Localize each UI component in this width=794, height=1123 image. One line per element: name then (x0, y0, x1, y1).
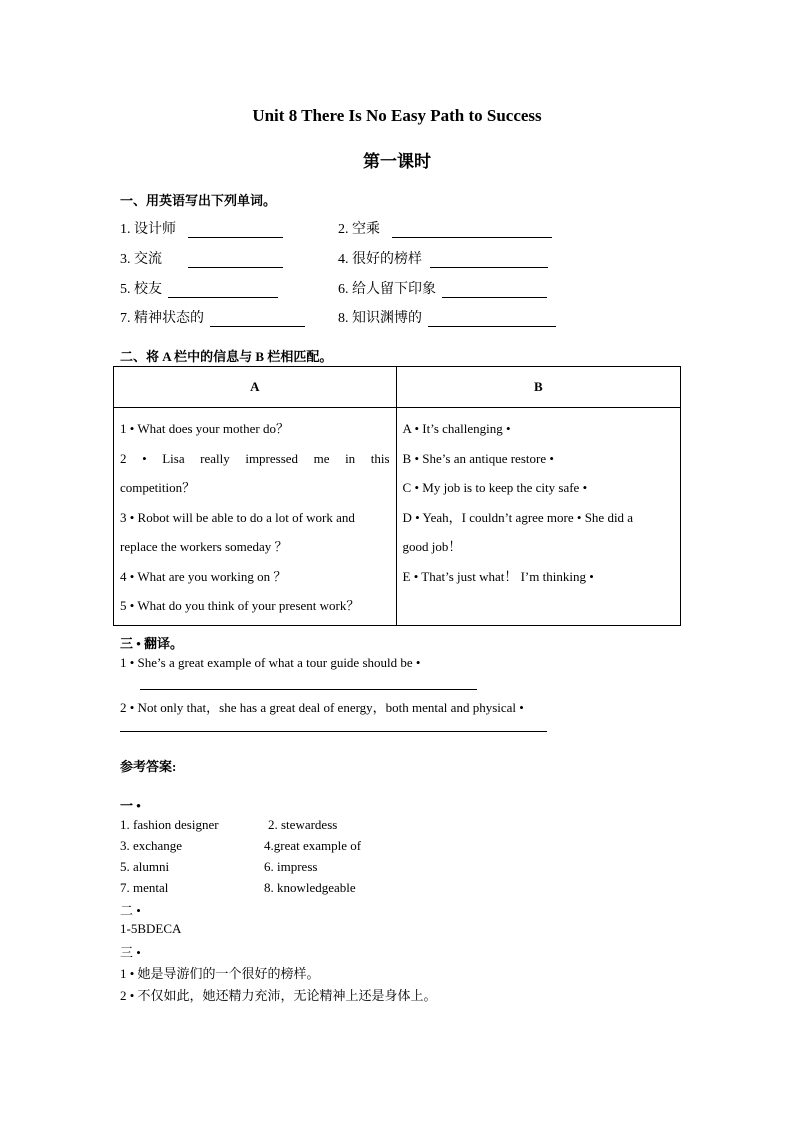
answer-translation-2: 2 • 不仅如此，她还精力充沛，无论精神上还是身体上。 (120, 988, 437, 1003)
translation-item-2: 2 • Not only that，she has a great deal of energy，both mental and physical • (120, 700, 524, 715)
column-a-line: 5 • What do you think of your present work？ (120, 598, 360, 613)
translation-answer-line-1[interactable] (140, 689, 477, 690)
answer-item: 8. knowledgeable (264, 880, 356, 895)
answers-part2-label: 二 • (120, 903, 141, 918)
answer-item: 6. impress (264, 859, 318, 874)
matching-table (113, 366, 681, 626)
answers-part2: 1-5BDECA (120, 921, 182, 936)
table-header-row (114, 367, 681, 408)
page-subtitle: 第一课时 (363, 152, 431, 171)
vocab-label: 2. 空乘 (338, 222, 380, 237)
section3-heading: 三 • 翻译。 (120, 636, 184, 651)
answer-blank[interactable] (428, 312, 556, 327)
column-a-line: 1 • What does your mother do？ (120, 421, 289, 436)
column-a-line: 4 • What are you working on ？ (120, 568, 287, 584)
table-row (114, 408, 681, 626)
translation-item-1: 1 • She’s a great example of what a tour guide should be • (120, 655, 421, 670)
answer-item: 4.great example of (264, 838, 362, 853)
vocab-label: 7. 精神状态的 (120, 311, 204, 326)
column-a-line: 3 • Robot will be able to do a lot of work and (120, 509, 355, 525)
answer-blank[interactable] (210, 312, 305, 327)
page-title: Unit 8 There Is No Easy Path to Success (252, 106, 542, 125)
vocab-item-8 (338, 307, 556, 327)
answer-blank[interactable] (442, 283, 547, 298)
translation-answer-line-2[interactable] (120, 731, 547, 732)
column-a-line: competition？ (120, 480, 196, 495)
column-a-line: 2 • Lisa really impressed me in this (120, 450, 390, 466)
column-b-line: C • My job is to keep the city safe • (402, 480, 588, 495)
column-b-line: good job！ (402, 539, 462, 554)
answers-heading: 参考答案: (120, 759, 177, 774)
answer-blank[interactable] (430, 253, 548, 268)
column-a-line: replace the workers someday ？ (120, 539, 288, 554)
vocab-label: 5. 校友 (120, 282, 162, 297)
answer-item: 2. stewardess (268, 817, 338, 832)
vocab-item-4 (338, 248, 548, 268)
vocab-label: 4. 很好的榜样 (338, 252, 422, 267)
answer-item: 1. fashion designer (120, 817, 219, 832)
vocab-item-3 (120, 248, 283, 268)
column-b-cell (396, 408, 680, 626)
answers-part1-label: 一 • (120, 798, 141, 813)
answer-blank[interactable] (188, 223, 283, 238)
vocab-item-1 (120, 218, 283, 238)
answer-translation-1: 1 • 她是导游们的一个很好的榜样。 (120, 966, 320, 981)
vocab-item-2 (338, 218, 552, 238)
vocab-label: 8. 知识渊博的 (338, 311, 422, 326)
vocab-item-6 (338, 278, 547, 298)
answer-item: 5. alumni (120, 859, 170, 874)
column-b-line: A • It’s challenging • (402, 421, 511, 436)
answers-part3-label: 三 • (120, 945, 141, 960)
column-a-cell (114, 408, 397, 626)
column-b-line: E • That’s just what！ I’m thinking • (402, 568, 594, 584)
column-a-header: A (114, 367, 397, 408)
answer-item: 3. exchange (120, 838, 183, 853)
vocab-label: 3. 交流 (120, 252, 162, 267)
section2-heading: 二、将 A 栏中的信息与 B 栏相匹配。 (120, 349, 333, 364)
section1-heading: 一、用英语写出下列单词。 (120, 193, 277, 208)
answer-item: 7. mental (120, 880, 169, 895)
column-b-line: D • Yeah，I couldn’t agree more • She did a (402, 509, 634, 525)
vocab-item-5 (120, 278, 278, 298)
vocab-label: 1. 设计师 (120, 222, 176, 237)
answer-blank[interactable] (168, 283, 278, 298)
answer-blank[interactable] (188, 253, 283, 268)
vocab-label: 6. 给人留下印象 (338, 282, 436, 297)
answer-blank[interactable] (392, 223, 552, 238)
column-b-line: B • She’s an antique restore • (402, 450, 554, 466)
vocab-item-7 (120, 307, 305, 327)
column-b-header: B (396, 367, 680, 408)
